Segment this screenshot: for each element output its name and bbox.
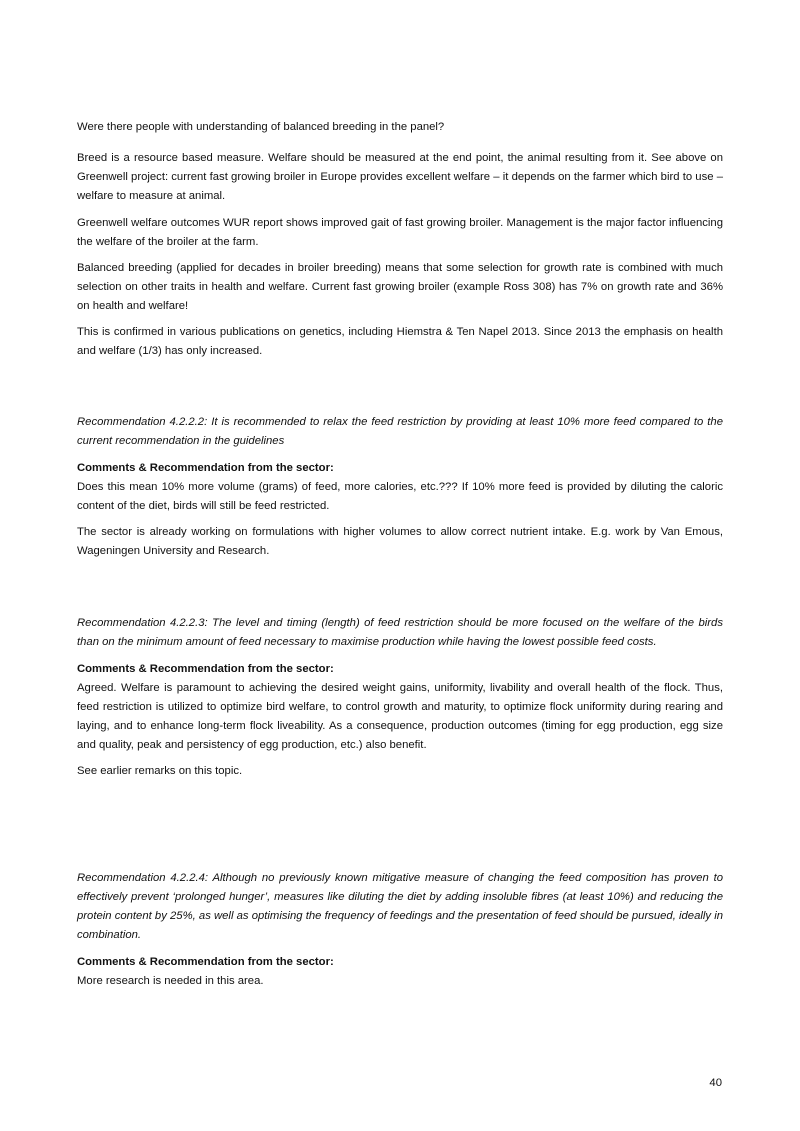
comment-text: Agreed. Welfare is paramount to achieving the desired weight gains, uniformity, livability and overall health of the flock. Thus, feed restriction is utilized to optimize bird welfare, to control growth and maturity, to optimize flock uniformity during rearing and laying, and to enhance long-term flock liveability. As a consequence, production outcomes (timing for egg production, egg size and quality, peak and persistency of egg production, etc.) also benefit. bbox=[77, 682, 723, 751]
paragraph-text: Greenwell welfare outcomes WUR report shows improved gait of fast growing broiler. Management is the major factor influencing the welfare of the broiler at the farm. bbox=[77, 217, 723, 248]
comments-heading: Comments & Recommendation from the sector: bbox=[77, 663, 334, 675]
paragraph bbox=[77, 118, 723, 137]
recommendation-4-2-2-3 bbox=[77, 614, 723, 781]
comments-heading: Comments & Recommendation from the sector: bbox=[77, 956, 334, 968]
comment-text: The sector is already working on formulations with higher volumes to allow correct nutrient intake. E.g. work by Van Emous, Wageningen University and Research. bbox=[77, 526, 723, 557]
paragraph bbox=[77, 259, 723, 316]
paragraph bbox=[77, 149, 723, 206]
page-number: 40 bbox=[709, 1077, 722, 1089]
paragraph-text: Balanced breeding (applied for decades in broiler breeding) means that some selection for growth rate is combined with much selection on other traits in health and welfare. Current fast growing broiler (example Ross 308) has 7% on growth rate and 36% on health and welfare! bbox=[77, 262, 723, 312]
paragraph-text: Breed is a resource based measure. Welfare should be measured at the end point, the animal resulting from it. See above on Greenwell project: current fast growing broiler in Europe provides excellent welfare – it depends on the farmer which bird to use – welfare to measure at animal. bbox=[77, 152, 723, 202]
paragraph bbox=[77, 323, 723, 361]
recommendation-text: Recommendation 4.2.2.2: It is recommended to relax the feed restriction by providing at least 10% more feed compared to the current recommendation in the guidelines bbox=[77, 416, 723, 447]
comments-heading: Comments & Recommendation from the sector: bbox=[77, 462, 334, 474]
paragraph bbox=[77, 214, 723, 252]
recommendation-text: Recommendation 4.2.2.3: The level and timing (length) of feed restriction should be more focused on the welfare of the birds than on the minimum amount of feed necessary to maximise production while having the lowest possible feed costs. bbox=[77, 617, 723, 648]
comment-text: See earlier remarks on this topic. bbox=[77, 765, 243, 777]
paragraph-text: Were there people with understanding of balanced breeding in the panel? bbox=[77, 121, 445, 133]
comment-text: Does this mean 10% more volume (grams) of feed, more calories, etc.??? If 10% more feed is provided by diluting the caloric content of the diet, birds will still be feed restricted. bbox=[77, 481, 723, 512]
paragraph-text: This is confirmed in various publications on genetics, including Hiemstra & Ten Napel 2013. Since 2013 the emphasis on health and welfare (1/3) has only increased. bbox=[77, 326, 723, 357]
comment-text: More research is needed in this area. bbox=[77, 975, 264, 987]
recommendation-4-2-2-4 bbox=[77, 869, 723, 991]
recommendation-4-2-2-2 bbox=[77, 413, 723, 561]
recommendation-text: Recommendation 4.2.2.4: Although no previously known mitigative measure of changing the feed composition has proven to effectively prevent ‘prolonged hunger’, measures like diluting the diet by adding insoluble fibres (at least 10%) and reducing the protein content by 25%, as well as optimising the frequency of feedings and the presentation of feed should be pursued, ideally in combination. bbox=[77, 872, 723, 941]
